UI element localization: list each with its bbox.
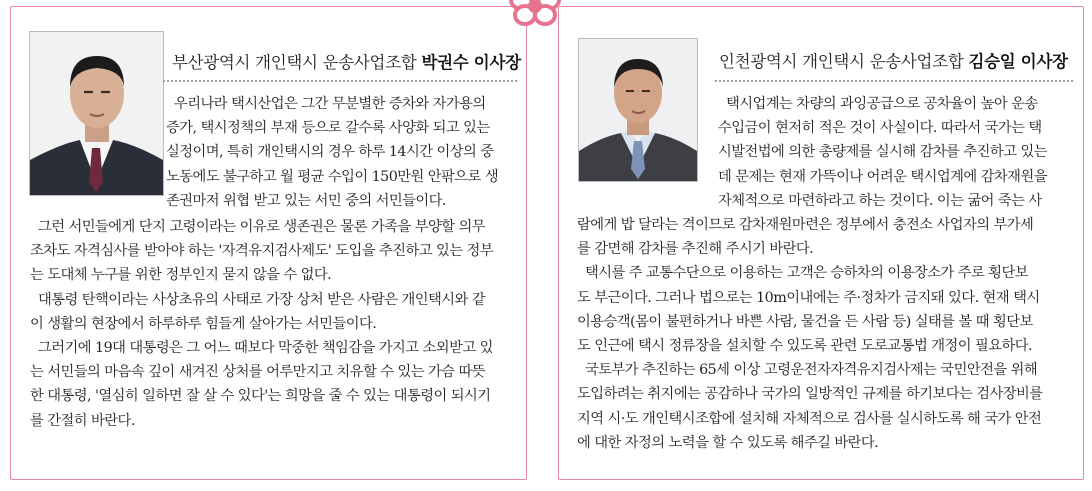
text-line: 자체적으로 마련하라고 하는 것이다. 이는 굶어 죽는 사 bbox=[718, 192, 1042, 209]
left-dotted-divider bbox=[163, 80, 517, 82]
right-body-paragraph bbox=[577, 213, 1074, 455]
right-dotted-divider bbox=[715, 80, 1073, 82]
flower-icon bbox=[500, 0, 570, 30]
text-line: 국토부가 추진하는 65세 이상 고령운전자자격유지검사제는 국민안전을 위해 bbox=[577, 362, 1038, 379]
text-line: 를 간절히 바란다. bbox=[30, 412, 135, 429]
text-line: 수입금이 현저히 적은 것이 사실이다. 따라서 국가는 택 bbox=[718, 120, 1042, 137]
text-line: 증가, 택시정책의 부재 등으로 갈수록 사양화 되고 있는 bbox=[166, 120, 490, 137]
text-line: 노동에도 불구하고 월 평균 수입이 150만원 안팎으로 생 bbox=[166, 168, 499, 185]
text-line: 우리나라 택시산업은 그간 무분별한 증차와 자가용의 bbox=[166, 96, 486, 112]
left-intro-paragraph bbox=[166, 92, 518, 213]
text-line: 데 문제는 현재 가뜩이나 어려운 택시업계에 감차재원을 bbox=[718, 168, 1047, 185]
text-line: 를 감면해 감차를 추진해 주시기 바란다. bbox=[577, 241, 814, 258]
text-line: 도 인근에 택시 정류장을 설치할 수 있도록 관련 도로교통법 개정이 필요하다. bbox=[577, 337, 1033, 354]
text-line: 대통령 탄핵이라는 사상초유의 사태로 가장 상처 받은 사람은 개인택시와 같 bbox=[30, 291, 486, 308]
text-line: 그러기에 19대 대통령은 그 어느 때보다 막중한 책임감을 가지고 소외받고 있 bbox=[30, 339, 493, 356]
text-line: 이용승객(몸이 불편하거나 바쁜 사람, 물건을 든 사람 등) 실태를 볼 때 횡단보 bbox=[577, 313, 1033, 330]
right-person-name: 김승일 이사장 bbox=[968, 52, 1068, 71]
portrait-left-photo bbox=[29, 31, 164, 196]
text-line: 지역 시·도 개인택시조합에 설치해 자체적으로 검사를 실시하도록 해 국가 안전 bbox=[577, 410, 1042, 427]
left-organization-name: 부산광역시 개인택시 운송사업조합 bbox=[172, 53, 417, 72]
left-article-title bbox=[172, 49, 521, 73]
text-line: 에 대한 자정의 노력을 할 수 있도록 해주길 바란다. bbox=[577, 434, 879, 451]
text-line: 시발전법에 의한 총량제를 실시해 감차를 추진하고 있는 bbox=[718, 144, 1047, 161]
right-organization-name: 인천광역시 개인택시 운송사업조합 bbox=[719, 52, 964, 71]
portrait-right-photo bbox=[578, 38, 698, 182]
text-line: 는 서민들의 마음속 깊이 새겨진 상처를 어루만지고 치유할 수 있는 가슴 따뜻 bbox=[30, 364, 486, 381]
text-line: 존권마저 위협 받고 있는 서민 중의 서민들이다. bbox=[166, 192, 446, 209]
left-body-paragraph bbox=[30, 215, 518, 433]
text-line: 택시를 주 교통수단으로 이용하는 고객은 승하차의 이용장소가 주로 횡단보 bbox=[577, 265, 1029, 282]
text-line: 실정이며, 특히 개인택시의 경우 하루 14시간 이상의 중 bbox=[166, 144, 494, 161]
text-line: 도 부근이다. 그러나 법으로는 10m이내에는 주·정차가 금지돼 있다. 현재 택시 bbox=[577, 289, 1040, 306]
text-line: 택시업계는 차량의 과잉공급으로 공차율이 높아 운송 bbox=[718, 96, 1038, 112]
text-line: 람에게 밥 달라는 격이므로 감차재원마련은 정부에서 충전소 사업자의 부가세 bbox=[577, 217, 1034, 233]
right-article-title bbox=[719, 48, 1068, 72]
text-line: 조차도 자격심사를 받아야 하는 '자격유지검사제도' 도입을 추진하고 있는 정부 bbox=[30, 243, 494, 260]
left-person-name: 박권수 이사장 bbox=[421, 53, 521, 72]
right-intro-paragraph bbox=[718, 92, 1074, 213]
text-line: 는 도대체 누구를 위한 정부인지 묻지 않을 수 없다. bbox=[30, 267, 332, 284]
text-line: 이 생활의 현장에서 하루하루 힘들게 살아가는 서민들이다. bbox=[30, 315, 377, 332]
text-line: 도입하려는 취지에는 공감하나 국가의 일방적인 규제를 하기보다는 검사장비를 bbox=[577, 386, 1043, 403]
text-line: 그런 서민들에게 단지 고령이라는 이유로 생존권은 물론 가족을 부양할 의무 bbox=[30, 219, 486, 235]
text-line: 한 대통령, '열심히 일하면 잘 살 수 있다'는 희망을 줄 수 있는 대통령이 되시기 bbox=[30, 388, 491, 405]
